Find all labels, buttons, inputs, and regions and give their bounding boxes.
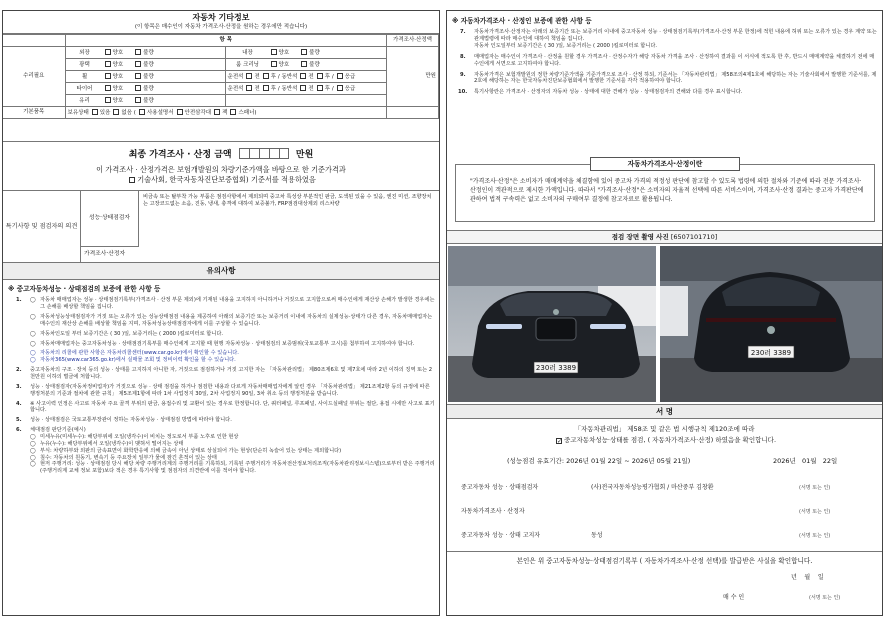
list-item: 성능 · 상태점검은 국토교통부장관이 정하는 자동차성능 · 상태점검 방법에 따라야 합니다. [30,417,232,424]
checkbox[interactable] [230,109,236,115]
list-item: 현저 주행거리: 성능 · 상태점검 당시 해당 차량 주행거리계의 주행거리를 기록하되, 기록된 주행거리가 자동차전산정보처리조직(자동차관리정보시스템)으로부터 받은 주행거리(주행거리계 교체 정보 포함)보다 적은 경우 특기사항 및 점검자의 의견란에 이를 적어야 합니다. [40,461,435,475]
list-item: 중고자동차의 구조 · 장치 등의 성능 · 상태를 고지하지 아니한 자, 거짓으로 점검하거나 거짓 고지한 자는 「자동차관리법」 제80조제6호 및 제7호에 따라 2년 이하의 징역 또는 2천만원 이하의 벌금에 처합니다. [30,367,433,380]
checkbox[interactable] [300,85,306,91]
circle-bullet-icon: ◯ [30,461,36,468]
checkbox[interactable] [129,177,135,183]
checkbox[interactable] [214,109,220,115]
price-label: 자동차가격조사 · 산정자 [461,508,525,515]
row-label: 타이어 [76,85,93,92]
circle-bullet-icon: ◯ [30,454,36,461]
valid-period: (성능점검 유효기간: 2026년 01월 22일 ~ 2026년 05월 21일) [507,457,691,465]
amount-boxes[interactable] [239,148,289,159]
notice-name: 동성 [591,532,603,539]
list-item: 매매업자는 매수인이 가격조사 · 산정을 원할 경우 가격조사 · 산정수자가 해당 자동차 가격을 조사 · 산정하여 결과를 이 서식에 적도록 한 후, 반드시 매매계약을 체결하기 전에 매수인에게 서면으로 고지하여야 합니다. [474,53,875,67]
final-title: 최종 가격조사 · 산정 금액 [128,150,232,160]
buyer-hint[interactable]: (서명 또는 인) [809,595,841,601]
inspector-name: (사)전국자동차성능평가협회 / 마산중부 김창환 [591,484,714,491]
col-price: 가격조사·산정액 [387,35,439,47]
special-sub: 성능·상태점검자 [88,214,131,221]
list-item: 자동차가격은 보험개발원의 정한 차량기준가액을 기준가격으로 조사 · 산정 하되, 기준서는 「자동차관리법」 제58조의4제1호에 해당하는 자는 기술사회에서 발행한 기준서를, 제2호에 해당하는 자는 한국자동차진단보증협회에서 발행한 기준서를 각각 적용하여야 합니다. [474,71,877,85]
list-item: 자동차인도일 부터 보증기간은 ( 30 )일, 보증거리는 ( 2000 )킬로미터로 합니다. [40,330,223,337]
checkbox[interactable] [177,109,183,115]
final-price-box [3,141,439,191]
item-number: 9. [460,71,466,78]
checkbox[interactable] [317,85,323,91]
list-item: 침수: 자동차의 원동기, 변속기 등 주요장치 일부가 물에 잠긴 흔적이 있는 상태 [40,454,217,461]
etc-subtitle: (이 항목은 매수인이 자동차 가격조사·산정을 원하는 경우에만 적습니다) [134,24,308,30]
circle-bullet-icon: ◯ [30,433,36,440]
checkbox[interactable] [271,49,277,55]
list-item: 자동차365(www.car365.go.kr)에서 실매물 조회 및 정비이력 확인을 할 수 있습니다. [40,357,236,364]
circle-bullet-icon: ◯ [30,297,36,304]
checkbox[interactable] [139,109,145,115]
checkbox[interactable] [105,49,111,55]
checkbox[interactable] [135,61,141,67]
sign-block [447,421,882,444]
list-item: 자동차성능상태점검자가 거짓 또는 오류가 있는 성능상태점검 내용을 제공하여 아래의 보증기간 또는 보증거리 이내에 자동차의 실제성능·상태가 다른 경우, 자동차매매업자는 매수인의 재산상 손해를 배상할 책임을 지며, 자동차성능상태점검자에게 이를 구상할 수 있습니다. [40,313,433,327]
price-sub: 가격조사·산정자 [84,251,126,258]
definition-box [455,164,875,222]
left-page [2,10,440,616]
checkbox[interactable] [135,97,141,103]
item-number: 1. [16,297,22,304]
sign-title: 서 명 [447,404,882,419]
receipt-text: 본인은 위 중고자동차성능·상태점검기록부 ( 자동차가격조사·산정 선택)를 발급받은 사실을 확인합니다. [516,557,813,565]
final-desc: 이 가격조사 · 산정가격은 보험개발원의 차량기준가액을 바탕으로 한 기준가격과 [96,165,346,175]
checkbox[interactable] [263,85,269,91]
circle-bullet-icon: ◯ [30,357,36,364]
checkbox[interactable] [263,73,269,79]
front-plate-text: 230러 3389 [535,364,577,372]
warranty-section [8,285,436,475]
list-item: 자동차 인도일부터 보증기간은 ( 30 )일, 보증거리는 ( 2000 )킬로미터로 합니다. [474,42,657,49]
special-text: 비금속 또는 탈부착 가능 부품은 점검사항에서 제외되며 중고차 특성상 부분적인 판금, 도색된 있을 수 있음, 엔진 미션, 조향장치는 고장코드없는 소음, 진동, 냉새, 충격에 대하여 보증불가, FRP점검대상제외 리스차량 [143,194,432,208]
sign-law: 「자동차관리법」 제58조 및 같은 법 시행규칙 제120조에 따라 [574,425,755,433]
checkbox[interactable] [135,49,141,55]
list-item: 자동차가격조사·산정자는 아래의 보증기간 또는 보증거리 이내에 중고자동차 성능 · 상태점검기록부(가격조사·산정 부문 한정)에 적힌 내용에 허위 또는 오류가 있는 경우 계약 또는 관계법령에 따라 매수인에 대하여 책임을 집니다. [474,29,877,43]
checkbox[interactable] [135,73,141,79]
item-number: 2. [16,367,22,374]
row-label: 유리 [79,97,90,104]
sign-confirm: 중고자동차성능·상태를 점검, ( 자동차가격조사·산정) 하였음을 확인합니다. [563,436,777,445]
list-item: 체대점검 판단기준(예시) [30,427,86,434]
list-item: 미세누유(미세누수): 해당부위에 오일(냉각수)이 비치는 정도로서 부품 노후로 인한 현상 [40,433,239,440]
etc-table: 항 목 가격조사·산정액 수리필요 외장 양호 불량 내장 양호 불량 만원 광택 양호 불량 룸 크리닝 양호 불량 휠 양호 불량 운전석 전 후 / 동반석 전 후 / 응급 타이어 양호 불량 운전석 전 후 / 동반석 전 후 / 응급 유리 양호 불량 기본품목 보유상태 있음 없음 ( 사용설명서 안전삼각대 잭 스패너) [3,34,439,119]
price-warranty-section [452,17,878,96]
checkbox[interactable] [301,61,307,67]
checkbox[interactable] [271,61,277,67]
item-number: 6. [16,427,22,434]
caution-title: 유의사항 [3,263,439,280]
car-rear-image [660,246,882,402]
sig-hint[interactable]: (서명 또는 인) [799,485,831,491]
row-label: 휠 [81,73,88,80]
checkbox[interactable] [105,85,111,91]
circle-bullet-icon: ◯ [30,350,36,357]
right-page [446,10,883,616]
item-number: 4. [16,400,22,407]
rear-plate-text: 230러 3389 [750,349,792,357]
inspector-label: 중고자동차 성능 · 상태점검자 [461,484,539,491]
row-label: 운전석 [227,85,244,92]
checkbox[interactable] [337,85,343,91]
checkbox[interactable] [105,61,111,67]
list-item: 자동차매매업자는 중고자동차성능 · 상태점검기록부를 매수인에게 고지할 때 현행 자동차성능 · 상태점검의 보증범위(국토교통부 고시)를 첨부하여 고지하여야 합니다. [40,340,415,347]
circle-bullet-icon: ◯ [30,440,36,447]
checkbox-checked[interactable] [556,438,562,444]
sign-date: 2026년 01월 22일 [773,457,838,465]
etc-header [3,11,439,34]
item-number: 7. [460,29,466,36]
definition-text: "가격조사·산정"은 소비자가 매매계약을 체결함에 있어 중고차 가격의 적정성 판단에 참고할 수 있도록 법령에 의한 절차와 기준에 따라 전문 가격조사·산정인이 객관적으로 제시한 가액입니다. 따라서 "가격조사·산정"은 소비자의 자율적 선택에 따른 서비스이며, 가격조사·산정 결과는 중고자 가격판단에 관하여 법적 구속력은 없고 소비자의 구매여부 결정에 참고자료로 활용됩니다. [470,178,864,203]
receipt-date: 년 월 일 [791,574,824,581]
warranty-title: ※ 중고자동차성능 · 상태점검의 보증에 관한 사항 등 [8,285,161,293]
special-notes [3,191,439,263]
won-unit: 만원 [387,47,439,107]
final-unit: 만원 [295,150,314,160]
rear-car-photo [660,246,882,402]
row-label: 룸 크리닝 [235,61,259,68]
row-label: 외장 [79,49,90,56]
checkbox[interactable] [246,73,252,79]
checkbox[interactable] [105,73,111,79]
final-desc2: 기술사회, 한국자동차진단보증협회) 기준서를 적용하였음 [137,175,316,185]
list-item: 자동차의 리콜에 관한 사항은 자동차리콜센터(www.car.go.kr)에서 확인할 수 있습니다. [40,350,239,357]
etc-title: 자동차 기타정보 [192,13,250,22]
item-number: 3. [16,383,22,390]
item-number: 5. [16,417,22,424]
notice-label: 중고자동차 성능 · 상태 고지자 [461,532,541,539]
sig-hint[interactable]: (서명 또는 인) [799,533,831,539]
repair-label: 수리필요 [3,47,65,107]
front-car-photo [448,246,656,402]
receipt-line [447,557,882,565]
photo-code: [6507101710] [670,233,718,241]
photo-title: 점검 장면 촬영 사진 [611,233,669,241]
buyer-label: 매 수 인 [723,594,745,601]
checkbox[interactable] [92,109,98,115]
checkbox[interactable] [337,73,343,79]
circle-bullet-icon: ◯ [30,313,36,320]
basic-label: 기본품목 [3,107,65,119]
row-label: 운전석 [227,73,244,80]
list-item: 누유(누수): 해당부위에서 오일(냉각수)이 맺혀서 떨어지는 상태 [40,440,184,447]
special-label: 특기사항 및 점검자의 의견 [5,223,78,231]
checkbox[interactable] [105,97,111,103]
sig-hint[interactable]: (서명 또는 인) [799,509,831,515]
item-number: 10. [458,89,468,96]
list-item: ※ 사고이력 인정은 사고로 자동차 주요 골격 부위의 판금, 용접수리 및 교환이 있는 경우로 한정합니다. 단, 쿼터패널, 루프패널, 사이드실패널 부위는 절단, 용접 시에만 사고로 표기합니다. [30,400,435,414]
item-number: 8. [460,53,466,60]
list-item: 성능 · 상태점검자(자동차정비업자)가 거짓으로 성능 · 상태 점검을 하거나 점검한 내용과 다르게 자동차매매업자에게 알린 경우 「자동차관리법」 제21조제2항 등의 규정에 따른 행정처분의 기준과 절차에 관한 규칙」 제5조제1항에 따라 1차 사업정지 30일, 2차 사업정지 90일, 3차 취소 등의 행정처분을 받습니다. [30,383,430,397]
row-label: 내장 [242,49,253,56]
circle-bullet-icon: ◯ [30,330,36,337]
circle-bullet-icon: ◯ [30,447,36,454]
price-warranty-title: ※ 자동차가격조사 · 산정인 보증에 관한 사항 등 [452,17,592,25]
definition-title: 자동차가격조사·산정이란 [590,157,740,171]
checkbox[interactable] [317,73,323,79]
checkbox[interactable] [113,109,119,115]
photo-header [447,230,882,244]
row-label: 광택 [79,61,90,68]
list-item: 자동차 매매업자는 성능 · 상태점검기록부(가격조사 · 산정 부문 제외)에 기재된 내용을 고지하지 아니하거나 거짓으로 고지함으로써 매수인에게 재산상 손해가 발생한 경우에는 그 손해를 배상할 책임을 집니다. [40,297,435,311]
checkbox[interactable] [135,85,141,91]
checkbox[interactable] [246,85,252,91]
circle-bullet-icon: ◯ [30,340,36,347]
car-front-image [448,246,656,402]
list-item: 부식: 차량하부와 외판의 금속표면이 화학반응에 의해 금속이 아닌 상태로 상실되어 가는 현상(단순히 녹슬어 있는 상태는 제외합니다) [40,447,342,454]
checkbox[interactable] [300,73,306,79]
checkbox[interactable] [301,49,307,55]
divider [447,551,882,552]
col-item: 항 목 [65,35,387,47]
list-item: 특기사항란은 가격조사 · 산정자의 자동차 성능 · 상태에 대한 견해가 성능 · 상태점검자의 견해와 다를 경우 표시합니다. [474,89,743,96]
